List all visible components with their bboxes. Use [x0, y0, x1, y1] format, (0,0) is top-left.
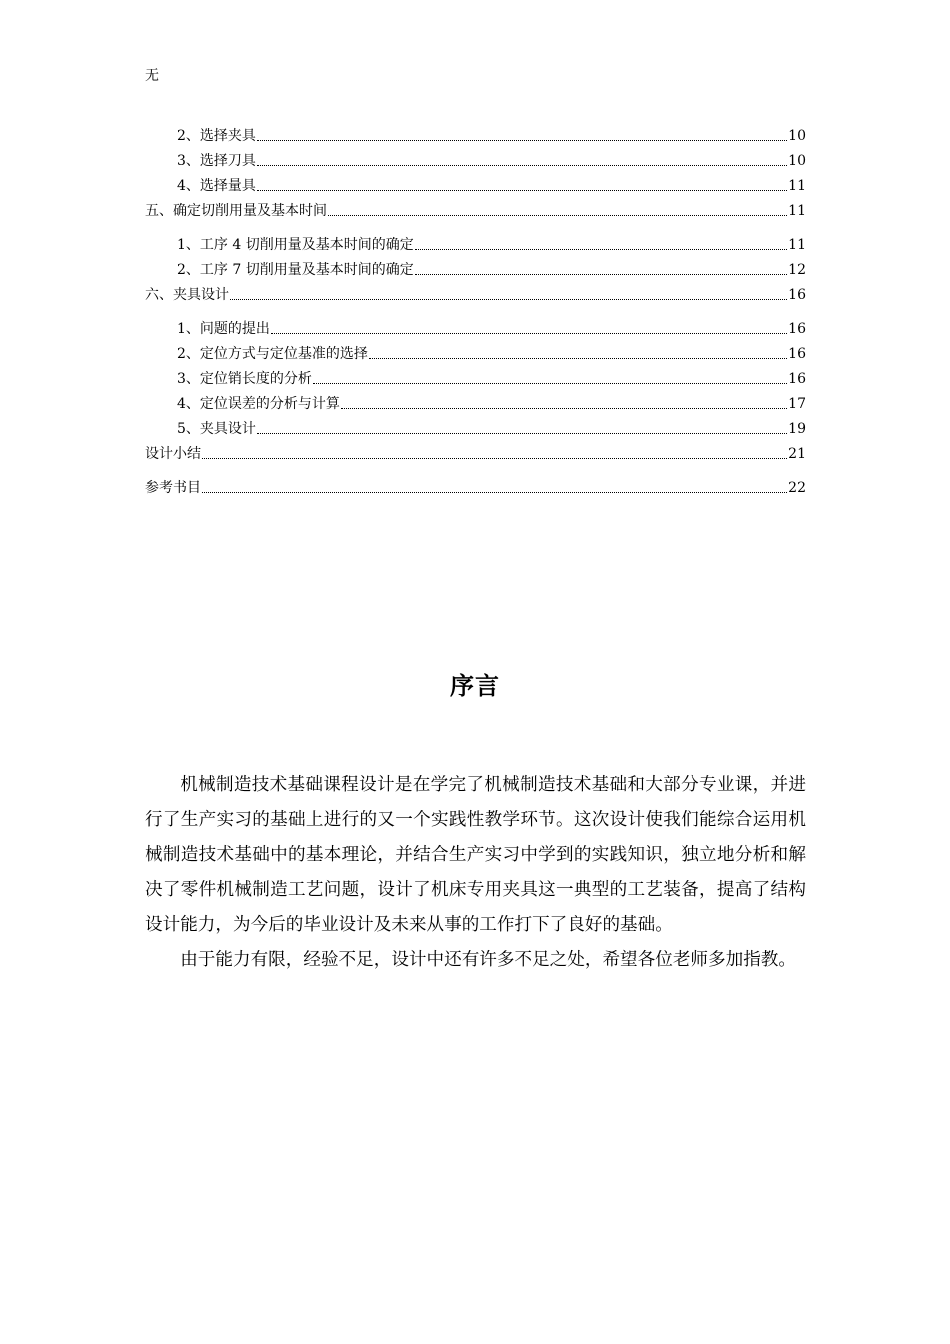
preface-paragraph: 由于能力有限，经验不足，设计中还有许多不足之处，希望各位老师多加指教。: [180, 950, 796, 970]
toc-entry-page: 21: [788, 446, 806, 462]
toc-entry-label: 5、夹具设计: [177, 421, 256, 437]
toc-entry[interactable]: [145, 445, 806, 463]
toc-entry-label: 3、选择刀具: [177, 153, 256, 169]
toc-entry-page: 22: [788, 480, 806, 496]
preface-paragraph: 机械制造技术基础课程设计是在学完了机械制造技术基础和大部分专业课，并进行了生产实习的基础上进行的又一个实践性教学环节。这次设计使我们能综合运用机械制造技术基础中的基本理论，并结合生产实习中学到的实践知识，独立地分析和解决了零件机械制造工艺问题，设计了机床专用夹具这一典型的工艺装备，提高了结构设计能力，为今后的毕业设计及未来从事的工作打下了良好的基础。: [145, 775, 806, 935]
toc-entry-page: 16: [788, 287, 806, 303]
preface-title: 序言: [450, 671, 500, 700]
toc-entry[interactable]: [177, 395, 806, 413]
toc-entry-label: 2、选择夹具: [177, 128, 256, 144]
toc-entry-label: 2、定位方式与定位基准的选择: [177, 346, 368, 362]
toc-entry-label: 设计小结: [145, 446, 201, 462]
toc-entry-label: 1、工序 4 切削用量及基本时间的确定: [177, 237, 414, 253]
toc-leader-dots: [341, 407, 787, 409]
toc-entry-label: 4、定位误差的分析与计算: [177, 396, 340, 412]
toc-entry[interactable]: [177, 261, 806, 279]
toc-leader-dots: [313, 382, 787, 384]
toc-entry-label: 六、夹具设计: [145, 287, 229, 303]
toc-entry[interactable]: [145, 202, 806, 220]
toc-entry[interactable]: [177, 177, 806, 195]
toc-entry[interactable]: [177, 420, 806, 438]
toc-entry[interactable]: [145, 286, 806, 304]
toc-entry-page: 10: [788, 153, 806, 169]
toc-leader-dots: [257, 189, 787, 191]
toc-entry-page: 12: [788, 262, 806, 278]
preface-body: [145, 768, 806, 978]
toc-leader-dots: [257, 139, 787, 141]
toc-entry-label: 参考书目: [145, 480, 201, 496]
toc-entry-label: 1、问题的提出: [177, 321, 270, 337]
toc-entry[interactable]: [177, 320, 806, 338]
toc-entry-label: 3、定位销长度的分析: [177, 371, 312, 387]
toc-leader-dots: [369, 357, 787, 359]
toc-entry-page: 11: [788, 178, 806, 194]
toc-leader-dots: [415, 248, 787, 250]
toc-entry-page: 11: [788, 237, 806, 253]
toc-leader-dots: [328, 214, 787, 216]
toc-leader-dots: [202, 457, 787, 459]
toc-leader-dots: [257, 164, 787, 166]
toc-entry-label: 2、工序 7 切削用量及基本时间的确定: [177, 262, 414, 278]
toc-entry-label: 五、确定切削用量及基本时间: [145, 203, 327, 219]
toc-entry-page: 16: [788, 371, 806, 387]
toc-entry[interactable]: [177, 152, 806, 170]
toc-leader-dots: [415, 273, 787, 275]
toc-entry-page: 17: [788, 396, 806, 412]
toc-entry[interactable]: [145, 479, 806, 497]
toc-leader-dots: [230, 298, 787, 300]
toc-entry-page: 19: [788, 421, 806, 437]
toc-entry[interactable]: [177, 345, 806, 363]
toc-entry-page: 11: [788, 203, 806, 219]
toc-entry[interactable]: [177, 236, 806, 254]
toc-entry-page: 10: [788, 128, 806, 144]
toc-leader-dots: [202, 491, 787, 493]
toc-leader-dots: [257, 432, 787, 434]
toc-entry-label: 4、选择量具: [177, 178, 256, 194]
toc-entry[interactable]: [177, 127, 806, 145]
toc-leader-dots: [271, 332, 787, 334]
toc-entry-page: 16: [788, 346, 806, 362]
header-note: 无: [145, 68, 159, 84]
toc-entry-page: 16: [788, 321, 806, 337]
toc-entry[interactable]: [177, 370, 806, 388]
